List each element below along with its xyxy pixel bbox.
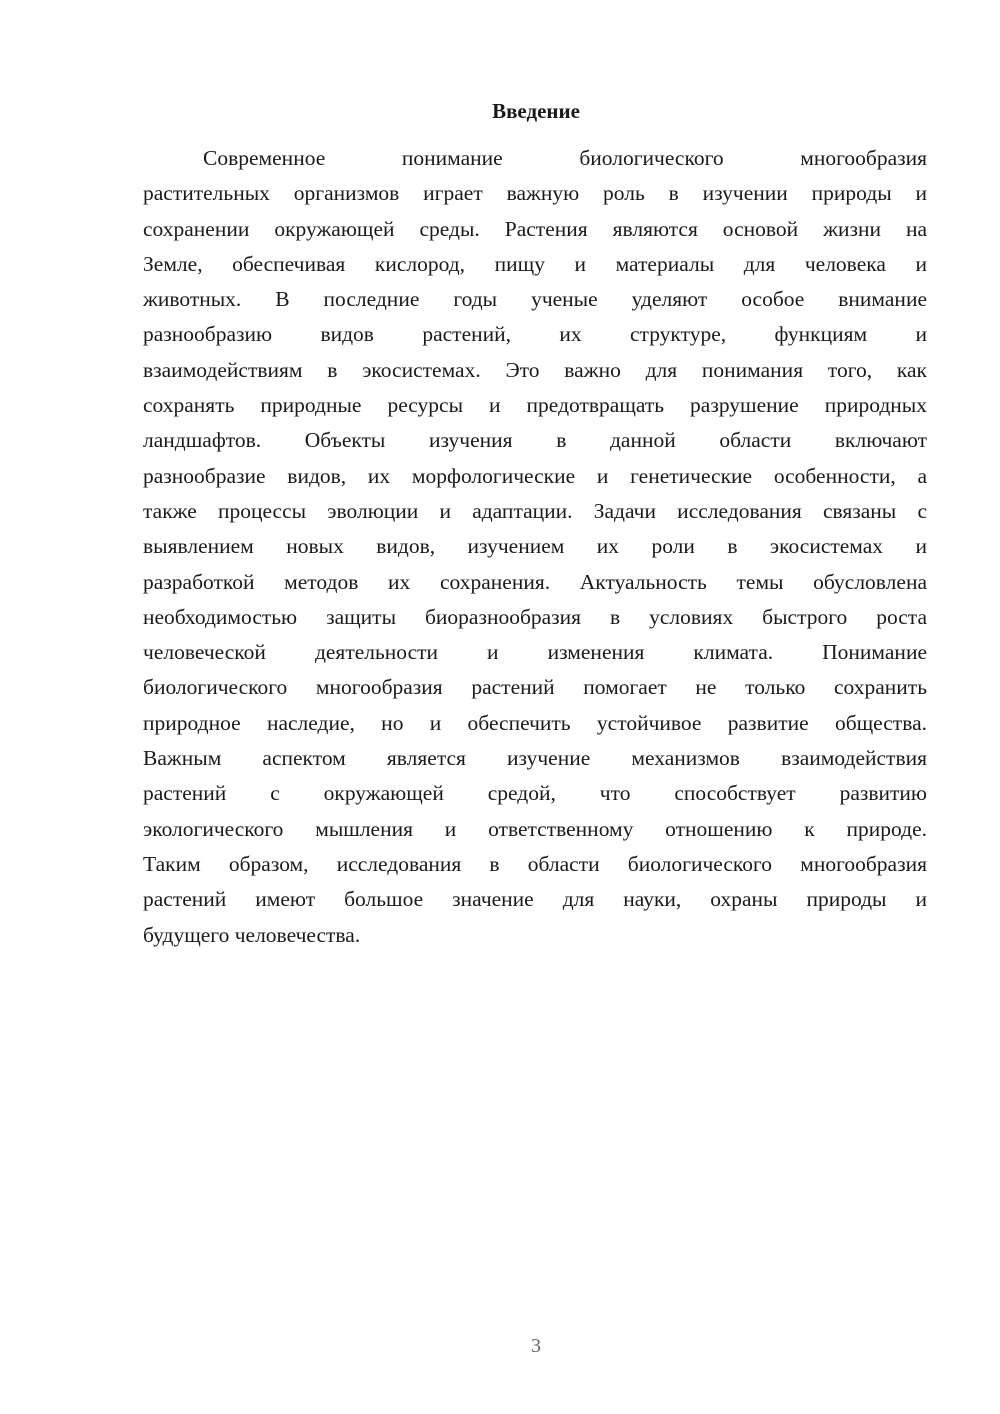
paragraph-line: животных. В последние годы ученые уделяют особое внимание (143, 287, 927, 312)
page-number: 3 (531, 1335, 541, 1357)
paragraph-line: растений имеют большое значение для науки, охраны природы и (143, 887, 927, 912)
paragraph-line: растительных организмов играет важную роль в изучении природы и (143, 181, 927, 206)
paragraph-line: также процессы эволюции и адаптации. Задачи исследования связаны с (143, 498, 927, 523)
paragraph-line: сохранять природные ресурсы и предотвращать разрушение природных (143, 393, 927, 418)
paragraph-line: экологического мышления и ответственному отношению к природе. (143, 816, 927, 841)
paragraph-line: Важным аспектом является изучение механизмов взаимодействия (143, 746, 927, 771)
paragraph-line: природное наследие, но и обеспечить устойчивое развитие общества. (143, 710, 927, 735)
paragraph-line: сохранении окружающей среды. Растения являются основой жизни на (143, 216, 927, 241)
paragraph-line: разнообразию видов растений, их структуре, функциям и (143, 322, 927, 347)
paragraph-line: Земле, обеспечивая кислород, пищу и материалы для человека и (143, 251, 927, 276)
paragraph-line: растений с окружающей средой, что способствует развитию (143, 781, 927, 806)
paragraph-line: разработкой методов их сохранения. Актуальность темы обусловлена (143, 569, 927, 594)
paragraph-line: необходимостью защиты биоразнообразия в условиях быстрого роста (143, 604, 927, 629)
paragraph-line: разнообразие видов, их морфологические и генетические особенности, а (143, 463, 927, 488)
paragraph-line: взаимодействиям в экосистемах. Это важно для понимания того, как (143, 357, 927, 382)
paragraph-line: Современное понимание биологического многообразия (203, 146, 927, 170)
paragraph-line: биологического многообразия растений помогает не только сохранить (143, 675, 927, 700)
paragraph-line: будущего человечества. (143, 922, 361, 947)
paragraph-line: Таким образом, исследования в области биологического многообразия (143, 851, 927, 876)
paragraph-line: ландшафтов. Объекты изучения в данной области включают (143, 428, 927, 453)
section-heading: Введение (492, 99, 580, 123)
paragraph-line: человеческой деятельности и изменения климата. Понимание (143, 640, 927, 665)
body-paragraph (143, 141, 927, 953)
paragraph-line: выявлением новых видов, изучением их роли в экосистемах и (143, 534, 927, 559)
